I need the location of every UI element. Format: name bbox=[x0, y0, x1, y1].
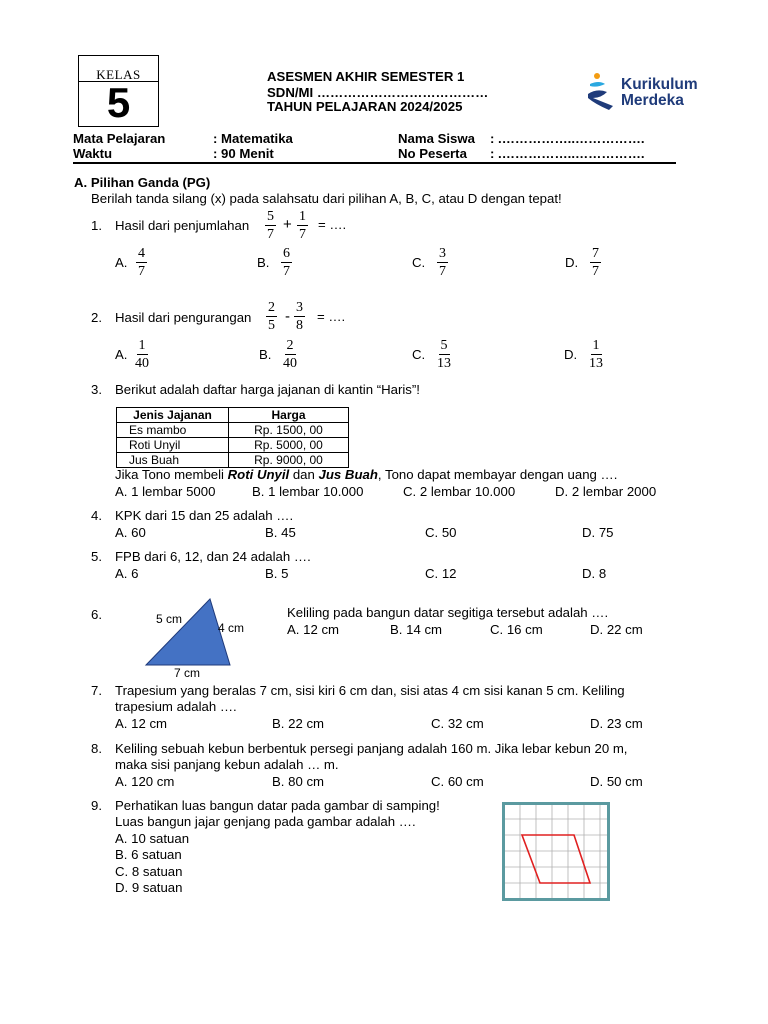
q4-option-a[interactable]: A. 60 bbox=[115, 525, 146, 540]
q5-text: FPB dari 6, 12, dan 24 adalah …. bbox=[115, 549, 311, 564]
class-box bbox=[78, 55, 159, 127]
q2-fraction-2: $\frac{3}{8}$ bbox=[296, 300, 303, 333]
q2-fraction-1: $\frac{2}{5}$ bbox=[268, 300, 275, 333]
q2-option-b-fraction: $\frac{2}{40}$ bbox=[283, 338, 297, 371]
table-cell-price: Rp. 1500, 00 bbox=[229, 423, 349, 438]
time-value: : 90 Menit bbox=[213, 146, 274, 161]
q5-option-a[interactable]: A. 6 bbox=[115, 566, 139, 581]
logo-text-kurikulum: Kurikulum bbox=[621, 76, 698, 93]
q8-option-c[interactable]: C. 60 cm bbox=[431, 774, 484, 789]
q2-option-b[interactable]: B. bbox=[259, 347, 272, 362]
table-cell-item: Jus Buah bbox=[117, 453, 229, 468]
q6-text: Keliling pada bangun datar segitiga tersebut adalah …. bbox=[287, 605, 609, 620]
q6-option-c[interactable]: C. 16 cm bbox=[490, 622, 543, 637]
q3-option-b[interactable]: B. 1 lembar 10.000 bbox=[252, 484, 364, 499]
q9-option-d[interactable]: D. 9 satuan bbox=[115, 880, 183, 895]
student-name-label: Nama Siswa bbox=[398, 131, 475, 146]
section-instruction: Berilah tanda silang (x) pada salahsatu dari pilihan A, B, C, atau D dengan tepat! bbox=[91, 191, 562, 206]
q2-option-d[interactable]: D. bbox=[564, 347, 578, 362]
table-row bbox=[117, 453, 349, 468]
table-header-row bbox=[117, 408, 349, 423]
q4-number: 4. bbox=[91, 508, 102, 523]
participant-number-field[interactable]: : .……………..……………. bbox=[490, 146, 645, 161]
subject-value: : Matematika bbox=[213, 131, 293, 146]
q2-option-c[interactable]: C. bbox=[412, 347, 426, 362]
q1-option-c[interactable]: C. bbox=[412, 255, 426, 270]
q9-option-a[interactable]: A. 10 satuan bbox=[115, 831, 190, 846]
table-row bbox=[117, 423, 349, 438]
q9-text-line1: Perhatikan luas bangun datar pada gambar di samping! bbox=[115, 798, 440, 813]
q2-operator: - bbox=[285, 308, 290, 325]
table-header-item: Jenis Jajanan bbox=[117, 408, 229, 423]
q8-text-line1: Keliling sebuah kebun berbentuk persegi panjang adalah 160 m. Jika lebar kebun 20 m, bbox=[115, 741, 628, 756]
q1-equals: = …. bbox=[318, 217, 347, 232]
q9-option-c[interactable]: C. 8 satuan bbox=[115, 864, 183, 879]
school-year: TAHUN PELAJARAN 2024/2025 bbox=[267, 99, 463, 114]
q3-question: Jika Tono membeli Roti Unyil dan Jus Buah, Tono dapat membayar dengan uang …. bbox=[115, 467, 618, 482]
triangle-side-bottom-label: 7 cm bbox=[174, 666, 201, 680]
q1-fraction-2: $\frac{1}{7}$ bbox=[299, 209, 306, 242]
q2-text: Hasil dari pengurangan bbox=[115, 310, 252, 325]
q5-number: 5. bbox=[91, 549, 102, 564]
q1-option-a-fraction: $\frac{4}{7}$ bbox=[138, 246, 145, 279]
q6-option-a[interactable]: A. 12 cm bbox=[287, 622, 340, 637]
q9-option-b[interactable]: B. 6 satuan bbox=[115, 847, 182, 862]
parallelogram-grid-figure bbox=[502, 802, 610, 901]
q7-option-d[interactable]: D. 23 cm bbox=[590, 716, 643, 731]
q1-option-b[interactable]: B. bbox=[257, 255, 270, 270]
q1-number: 1. bbox=[91, 218, 102, 233]
q4-option-b[interactable]: B. 45 bbox=[265, 525, 296, 540]
q7-option-b[interactable]: B. 22 cm bbox=[272, 716, 325, 731]
q2-option-a[interactable]: A. bbox=[115, 347, 128, 362]
q3-option-a[interactable]: A. 1 lembar 5000 bbox=[115, 484, 216, 499]
q6-option-b[interactable]: B. 14 cm bbox=[390, 622, 443, 637]
table-cell-item: Es mambo bbox=[117, 423, 229, 438]
q2-option-d-fraction: $\frac{1}{13}$ bbox=[589, 338, 603, 371]
q1-fraction-1: $\frac{5}{7}$ bbox=[267, 209, 274, 242]
q5-option-c[interactable]: C. 12 bbox=[425, 566, 457, 581]
q7-text-line2: trapesium adalah …. bbox=[115, 699, 237, 714]
q1-operator: + bbox=[283, 216, 292, 233]
q8-number: 8. bbox=[91, 741, 102, 756]
q9-number: 9. bbox=[91, 798, 102, 813]
q1-option-b-fraction: $\frac{6}{7}$ bbox=[283, 246, 290, 279]
q4-text: KPK dari 15 dan 25 adalah …. bbox=[115, 508, 294, 523]
q8-option-a[interactable]: A. 120 cm bbox=[115, 774, 175, 789]
q2-option-c-fraction: $\frac{5}{13}$ bbox=[437, 338, 451, 371]
q1-option-a[interactable]: A. bbox=[115, 255, 128, 270]
q8-option-b[interactable]: B. 80 cm bbox=[272, 774, 325, 789]
section-title: A. Pilihan Ganda (PG) bbox=[74, 175, 211, 190]
header-divider bbox=[73, 162, 676, 164]
q5-option-b[interactable]: B. 5 bbox=[265, 566, 289, 581]
q2-equals: = …. bbox=[317, 309, 346, 324]
q3-item-1: Roti Unyil bbox=[227, 467, 290, 482]
logo-text-merdeka: Merdeka bbox=[621, 92, 684, 109]
student-name-field[interactable]: : .……………..……………. bbox=[490, 131, 645, 146]
table-header-price: Harga bbox=[229, 408, 349, 423]
q1-option-c-fraction: $\frac{3}{7}$ bbox=[439, 246, 446, 279]
q3-item-2: Jus Buah bbox=[318, 467, 378, 482]
q3-option-c[interactable]: C. 2 lembar 10.000 bbox=[403, 484, 516, 499]
q7-option-a[interactable]: A. 12 cm bbox=[115, 716, 168, 731]
q7-text-line1: Trapesium yang beralas 7 cm, sisi kiri 6 cm dan, sisi atas 4 cm sisi kanan 5 cm. Keliling bbox=[115, 683, 625, 698]
logo-mark-icon bbox=[585, 72, 619, 112]
q3-number: 3. bbox=[91, 382, 102, 397]
triangle-side-left-label: 5 cm bbox=[156, 612, 183, 626]
q4-option-d[interactable]: D. 75 bbox=[582, 525, 614, 540]
q2-number: 2. bbox=[91, 310, 102, 325]
q4-option-c[interactable]: C. 50 bbox=[425, 525, 457, 540]
table-cell-price: Rp. 5000, 00 bbox=[229, 438, 349, 453]
table-row bbox=[117, 438, 349, 453]
q8-text-line2: maka sisi panjang kebun adalah … m. bbox=[115, 757, 339, 772]
participant-number-label: No Peserta bbox=[398, 146, 467, 161]
class-number: 5 bbox=[106, 79, 131, 126]
q9-text-line2: Luas bangun jajar genjang pada gambar adalah …. bbox=[115, 814, 416, 829]
time-label: Waktu bbox=[73, 146, 113, 161]
grid-frame bbox=[504, 804, 609, 900]
triangle-side-right-label: 4 cm bbox=[218, 621, 245, 635]
q1-option-d-fraction: $\frac{7}{7}$ bbox=[592, 246, 599, 279]
q6-number: 6. bbox=[91, 607, 102, 622]
q7-option-c[interactable]: C. 32 cm bbox=[431, 716, 484, 731]
table-cell-price: Rp. 9000, 00 bbox=[229, 453, 349, 468]
kurikulum-merdeka-logo bbox=[585, 72, 705, 116]
price-table bbox=[116, 407, 349, 468]
class-label: KELAS bbox=[96, 67, 141, 82]
q7-number: 7. bbox=[91, 683, 102, 698]
q1-option-d[interactable]: D. bbox=[565, 255, 579, 270]
school-name: SDN/MI ………………………………… bbox=[267, 85, 489, 100]
q8-option-d[interactable]: D. 50 cm bbox=[590, 774, 643, 789]
exam-title: ASESMEN AKHIR SEMESTER 1 bbox=[267, 69, 465, 84]
q5-option-d[interactable]: D. 8 bbox=[582, 566, 607, 581]
q3-text: Berikut adalah daftar harga jajanan di kantin “Haris”! bbox=[115, 382, 420, 397]
q6-option-d[interactable]: D. 22 cm bbox=[590, 622, 643, 637]
table-cell-item: Roti Unyil bbox=[117, 438, 229, 453]
q2-option-a-fraction: $\frac{1}{40}$ bbox=[135, 338, 149, 371]
q1-text: Hasil dari penjumlahan bbox=[115, 218, 250, 233]
subject-label: Mata Pelajaran bbox=[73, 131, 166, 146]
q3-option-d[interactable]: D. 2 lembar 2000 bbox=[555, 484, 657, 499]
